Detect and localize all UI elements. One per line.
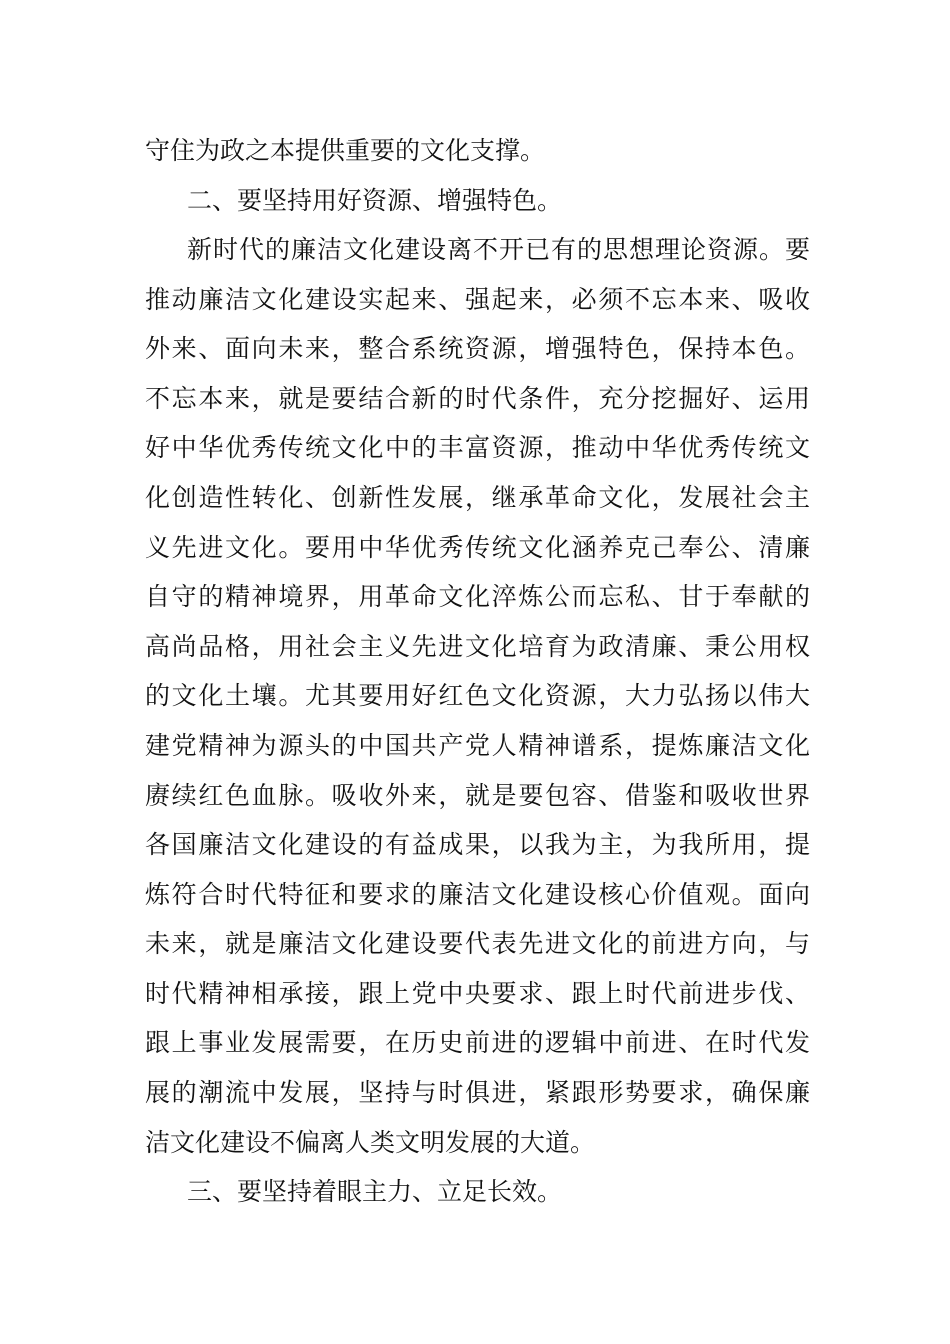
paragraph-line: 化创造性转化、创新性发展，继承革命文化，发展社会主 — [145, 483, 810, 512]
paragraph-line: 建党精神为源头的中国共产党人精神谱系，提炼廉洁文化 — [145, 731, 810, 760]
section-heading: 三、要坚持着眼主力、立足长效。 — [187, 1177, 563, 1206]
paragraph-line: 自守的精神境界，用革命文化淬炼公而忘私、甘于奉献的 — [145, 582, 810, 611]
paragraph-line: 跟上事业发展需要，在历史前进的逻辑中前进、在时代发 — [145, 1028, 810, 1057]
paragraph-line: 展的潮流中发展，坚持与时俱进，紧跟形势要求，确保廉 — [145, 1078, 810, 1107]
paragraph-line: 赓续红色血脉。吸收外来，就是要包容、借鉴和吸收世界 — [145, 781, 810, 810]
paragraph-line: 未来，就是廉洁文化建设要代表先进文化的前进方向，与 — [145, 929, 810, 958]
paragraph-line: 高尚品格，用社会主义先进文化培育为政清廉、秉公用权 — [145, 632, 810, 661]
paragraph-line: 守住为政之本提供重要的文化支撑。 — [145, 136, 546, 165]
paragraph-line: 时代精神相承接，跟上党中央要求、跟上时代前进步伐、 — [145, 979, 810, 1008]
paragraph-line: 各国廉洁文化建设的有益成果，以我为主，为我所用，提 — [145, 830, 810, 859]
paragraph-line: 外来、面向未来，整合系统资源，增强特色，保持本色。 — [145, 334, 810, 363]
paragraph-line: 好中华优秀传统文化中的丰富资源，推动中华优秀传统文 — [145, 433, 810, 462]
paragraph-line: 推动廉洁文化建设实起来、强起来，必须不忘本来、吸收 — [145, 285, 810, 314]
paragraph-line: 不忘本来，就是要结合新的时代条件，充分挖掘好、运用 — [145, 384, 810, 413]
paragraph-line: 的文化土壤。尤其要用好红色文化资源，大力弘扬以伟大 — [145, 681, 810, 710]
section-heading: 二、要坚持用好资源、增强特色。 — [187, 186, 563, 215]
paragraph-line: 炼符合时代特征和要求的廉洁文化建设核心价值观。面向 — [145, 880, 810, 909]
paragraph-line: 新时代的廉洁文化建设离不开已有的思想理论资源。要 — [187, 235, 810, 264]
paragraph-line: 洁文化建设不偏离人类文明发展的大道。 — [145, 1128, 596, 1157]
paragraph-line: 义先进文化。要用中华优秀传统文化涵养克己奉公、清廉 — [145, 533, 810, 562]
